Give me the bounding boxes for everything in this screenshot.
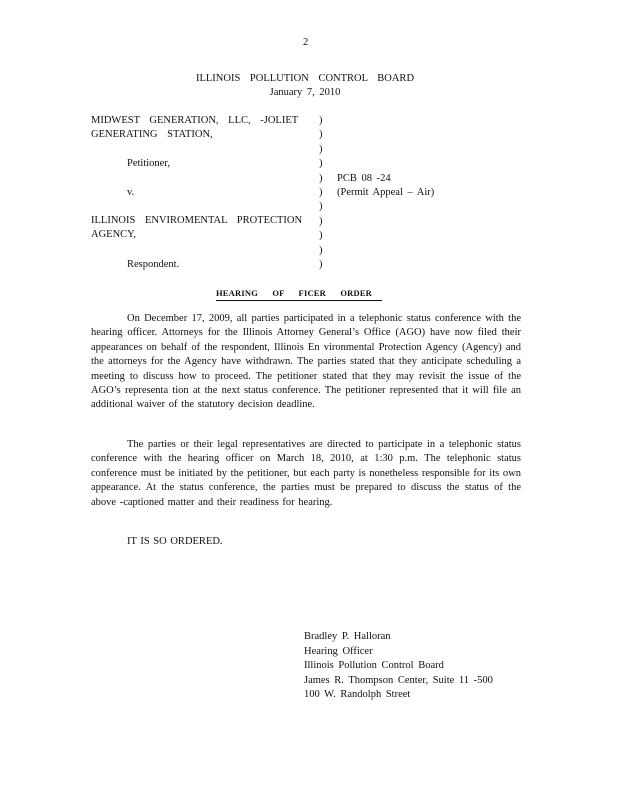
respondent-name-line1: ILLINOIS ENVIROMENTAL PROTECTION bbox=[91, 215, 303, 226]
so-ordered: IT IS SO ORDERED. bbox=[127, 536, 223, 547]
signer-address-1: James R. Thompson Center, Suite 11 -500 bbox=[304, 674, 493, 686]
signer-address-2: 100 W. Randolph Street bbox=[304, 689, 411, 701]
board-name: ILLINOIS POLLUTION CONTROL BOARD bbox=[195, 73, 415, 84]
order-title: HEARING OF FICER ORDER bbox=[216, 286, 382, 301]
case-number: PCB 08 -24 bbox=[337, 173, 391, 184]
signature-block bbox=[304, 630, 493, 703]
signer-board: Illinois Pollution Control Board bbox=[304, 660, 444, 672]
signer-title: Hearing Officer bbox=[304, 645, 373, 657]
respondent-name-line2: AGENCY, bbox=[91, 229, 137, 240]
petitioner-role: Petitioner, bbox=[127, 158, 171, 169]
order-paragraph-1: On December 17, 2009, all parties participated in a telephonic status conference with the hearing officer. Attorneys for the Illinois Attorney General’s Office (AGO) have now filed their appearances on behalf of the respondent, Illinois En vironmental Protection Agency (Agency) and the attorneys for the Agency have withdrawn. The parties stated that they anticipate scheduling a meeting to discuss how to proceed. The petitioner stated that they may revisit the issue of the AGO’s representa tion at the next status conference. The petitioner represented that it will file an additional waiver of the statutory decision deadline. bbox=[91, 313, 521, 411]
petitioner-name-line1: MIDWEST GENERATION, LLC, -JOLIET bbox=[91, 115, 299, 126]
versus-label: v. bbox=[127, 187, 135, 198]
case-type: (Permit Appeal – Air) bbox=[337, 187, 435, 198]
petitioner-name-line2: GENERATING STATION, bbox=[91, 129, 213, 140]
order-paragraph-2: The parties or their legal representatives are directed to participate in a telephonic status conference with the hearing officer on March 18, 2010, at 1:30 p.m. The telephonic status conference must be initiated by the petitioner, but each party is nonetheless responsible for its own appearance. At the status conference, the parties must be prepared to discuss the status of the above -captioned matter and their readiness for hearing. bbox=[91, 439, 521, 508]
caption-parentheses: ) ) ) ) ) ) ) ) ) ) ) bbox=[319, 115, 323, 270]
order-date: January 7, 2010 bbox=[269, 87, 341, 99]
signer-name: Bradley P. Halloran bbox=[304, 631, 391, 642]
board-header bbox=[150, 72, 460, 101]
respondent-role: Respondent. bbox=[127, 259, 180, 270]
page-number: 2 bbox=[303, 37, 309, 48]
